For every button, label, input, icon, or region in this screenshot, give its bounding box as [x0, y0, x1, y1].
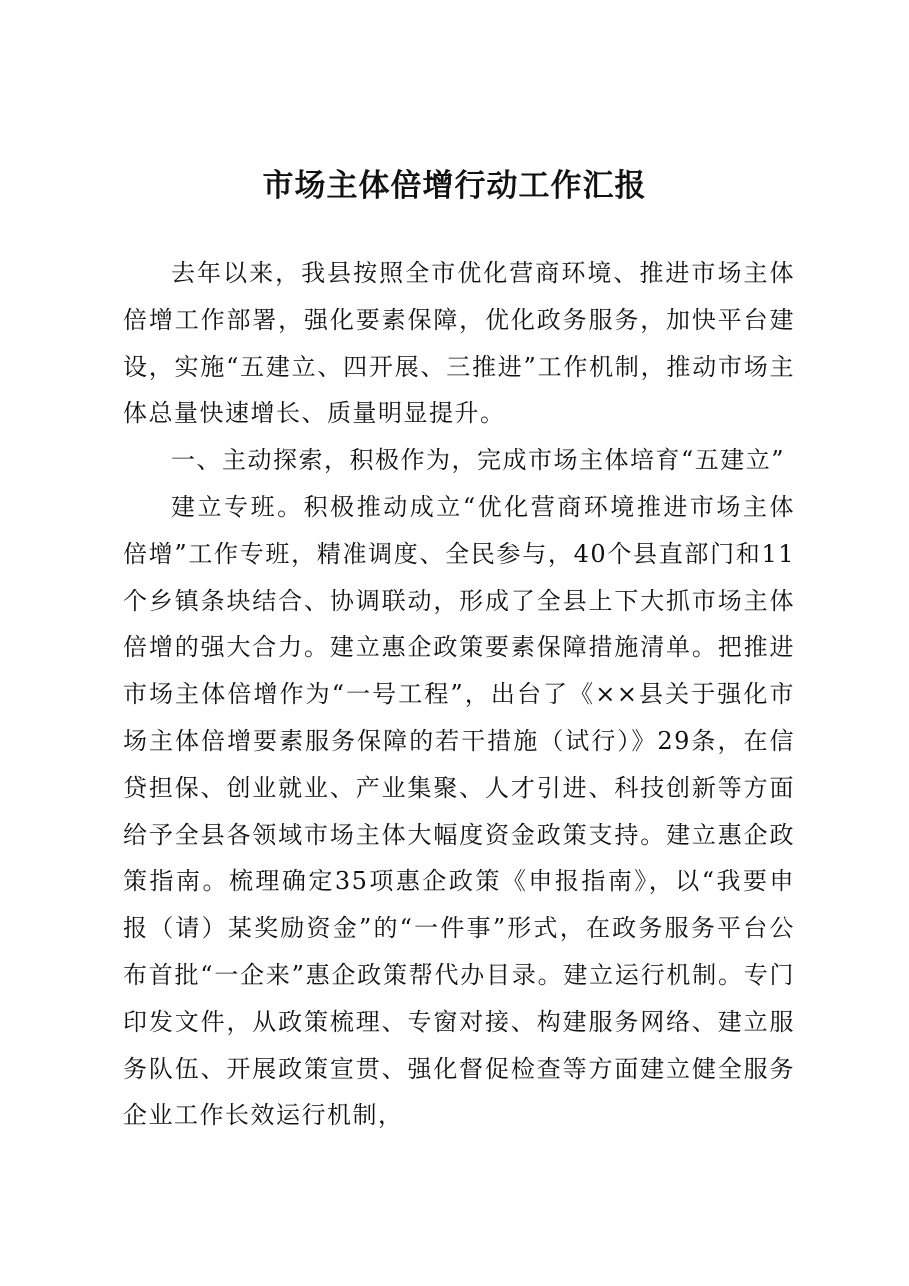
document-body	[123, 250, 795, 1139]
document-title: 市场主体倍增行动工作汇报	[262, 168, 647, 204]
section-heading-1: 一、主动探索，积极作为，完成市场主体培育“五建立”	[171, 446, 786, 475]
intro-paragraph: 去年以来，我县按照全市优化营商环境、推进市场主体倍增工作部署，强化要素保障，优化政务服务，加快平台建设，实施“五建立、四开展、三推进”工作机制，推动市场主体总量快速增长、质量明显提升。	[123, 259, 795, 428]
section-1-paragraph: 建立专班。积极推动成立“优化营商环境推进市场主体倍增”工作专班，精准调度、全民参与，40个县直部门和11个乡镇条块结合、协调联动，形成了全县上下大抓市场主体倍增的强大合力。建立惠企政策要素保障措施清单。把推进市场主体倍增作为“一号工程”，出台了《××县关于强化市场主体倍增要素服务保障的若干措施（试行）》29条，在信贷担保、创业就业、产业集聚、人才引进、科技创新等方面给予全县各领域市场主体大幅度资金政策支持。建立惠企政策指南。梳理确定35项惠企政策《申报指南》，以“我要申报（请）某奖励资金”的“一件事”形式，在政务服务平台公布首批“一企来”惠企政策帮代办目录。建立运行机制。专门印发文件，从政策梳理、专窗对接、构建服务网络、建立服务队伍、开展政策宣贯、强化督促检查等方面建立健全服务企业工作长效运行机制，	[123, 492, 795, 1130]
